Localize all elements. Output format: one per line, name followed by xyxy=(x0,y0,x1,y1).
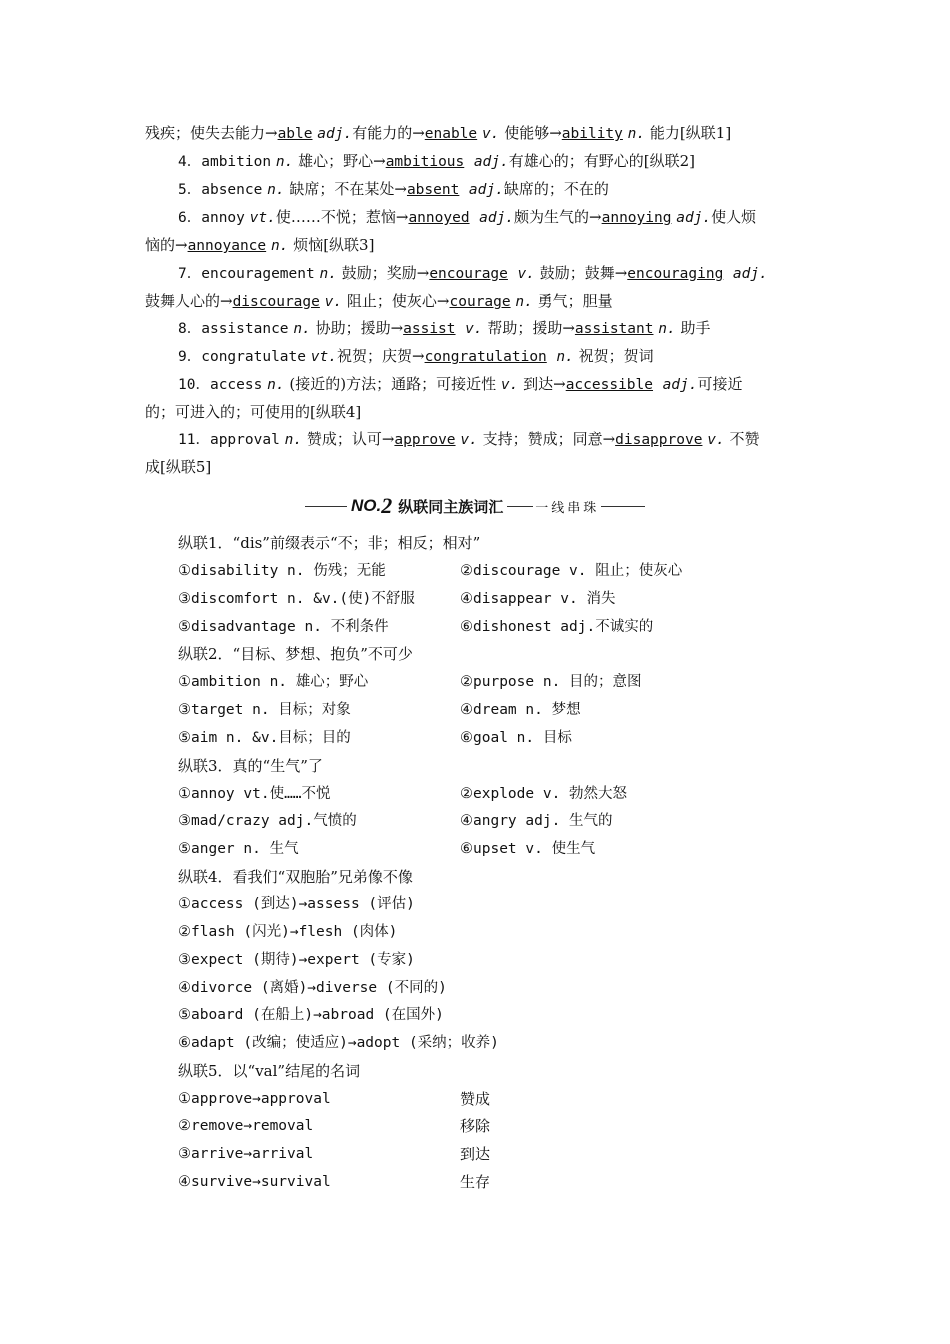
pos-tag: n. xyxy=(319,266,337,282)
pos-tag: adj. xyxy=(732,266,768,282)
text: 有能力的→ xyxy=(352,124,425,142)
text: 祝贺；贺词 xyxy=(578,347,654,365)
pos-tag: n. xyxy=(284,432,303,448)
pos-tag: vt. xyxy=(310,349,337,365)
heading-rule-right xyxy=(601,506,645,507)
answer-word: annoyance xyxy=(187,238,267,254)
group-heading: 纵联2．“目标、梦想、抱负”不可少 xyxy=(178,645,413,663)
word-entry: ③discomfort n. &v.(使)不舒服 xyxy=(178,591,415,607)
section-prefix: NO. xyxy=(351,496,382,515)
vocab-line xyxy=(178,263,843,284)
text: 赞成；认可→ xyxy=(306,430,395,448)
answer-word: congratulation xyxy=(424,349,547,365)
pos-tag: n. xyxy=(275,154,294,170)
word-pair: ③expect (期待)→expert (专家) xyxy=(178,952,415,968)
pos-tag: adj. xyxy=(473,154,509,170)
text: 使……不悦；惹恼→ xyxy=(275,208,409,226)
pos-tag: n. xyxy=(267,377,285,393)
pos-tag: n. xyxy=(658,321,676,337)
answer-word: annoyed xyxy=(408,210,470,226)
vocab-line xyxy=(145,123,810,144)
word-meaning: 到达 xyxy=(460,1145,491,1163)
text: 祝贺；庆贺→ xyxy=(336,347,425,365)
word-pair: ①access (到达)→assess (评估) xyxy=(178,896,415,912)
text: 勇气；胆量 xyxy=(537,292,613,310)
pos-tag: n. xyxy=(267,182,285,198)
word-entry: ⑤disadvantage n. 不利条件 xyxy=(178,619,389,635)
vocab-line xyxy=(178,346,843,367)
word-pair: ⑤aboard (在船上)→abroad (在国外) xyxy=(178,1007,444,1023)
answer-word: annoying xyxy=(601,210,672,226)
heading-rule-mid xyxy=(507,506,533,507)
text: 恼的→ xyxy=(145,236,188,254)
word-entry: ②discourage v. 阻止；使灰心 xyxy=(460,563,683,579)
text: (接近的)方法；通路；可接近性 xyxy=(289,375,497,393)
text: 到达→ xyxy=(523,375,566,393)
answer-word: assist xyxy=(403,321,456,337)
word-entry: ①ambition n. 雄心；野心 xyxy=(178,674,369,690)
answer-word: encouraging xyxy=(627,266,724,282)
word-entry: ④disappear v. 消失 xyxy=(460,591,616,607)
group-heading: 纵联3．真的“生气”了 xyxy=(178,757,323,775)
text: 缺席的；不在的 xyxy=(503,180,609,198)
section-number: 2 xyxy=(381,493,393,518)
pos-tag: vt. xyxy=(249,210,276,226)
vocab-line xyxy=(178,429,810,450)
pos-tag: adj. xyxy=(676,210,712,226)
pos-tag: v. xyxy=(500,377,519,393)
word-entry: ③target n. 目标；对象 xyxy=(178,702,351,718)
word-entry: ②purpose n. 目的；意图 xyxy=(460,674,642,690)
word-pair: ⑥adapt (改编；使适应)→adopt (采纳；收养) xyxy=(178,1035,499,1051)
answer-word: encourage xyxy=(429,266,508,282)
pos-tag: n. xyxy=(293,321,311,337)
text: 使人烦 xyxy=(711,208,757,226)
text: 的；可进入的；可使用的[纵联4] xyxy=(145,403,362,421)
text: 有雄心的；有野心的[纵联2] xyxy=(508,152,695,170)
text: 助手 xyxy=(680,319,711,337)
answer-word: ability xyxy=(561,126,623,142)
word-entry: ④dream n. 梦想 xyxy=(460,702,581,718)
headword: 6．annoy xyxy=(178,210,245,226)
word-entry: ⑥dishonest adj.不诚实的 xyxy=(460,619,654,635)
headword: 8．assistance xyxy=(178,321,289,337)
text: 支持；赞成；同意→ xyxy=(482,430,616,448)
text: 鼓励；鼓舞→ xyxy=(539,264,628,282)
text: 协助；援助→ xyxy=(315,319,404,337)
text: 烦恼[纵联3] xyxy=(293,236,375,254)
word-entry: ④angry adj. 生气的 xyxy=(460,813,613,829)
word-entry: ②explode v. 勃然大怒 xyxy=(460,786,628,802)
word-meaning: 移除 xyxy=(460,1117,491,1135)
answer-word: accessible xyxy=(565,377,654,393)
word-entry: ⑥goal n. 目标 xyxy=(460,730,572,746)
answer-word: courage xyxy=(449,294,511,310)
vocab-line xyxy=(145,402,810,422)
section-title: 纵联同主族词汇 xyxy=(398,497,504,516)
text: 鼓舞人心的→ xyxy=(145,292,233,310)
word-meaning: 生存 xyxy=(460,1173,491,1191)
section-heading xyxy=(305,494,680,518)
text: 可接近 xyxy=(697,375,743,393)
pos-tag: v. xyxy=(481,126,500,142)
answer-word: discourage xyxy=(232,294,320,310)
answer-word: absent xyxy=(406,182,460,198)
word-entry: ③arrive→arrival xyxy=(178,1146,314,1162)
pos-tag: adj. xyxy=(468,182,504,198)
text: 颇为生气的→ xyxy=(514,208,602,226)
headword: 10．access xyxy=(178,377,263,393)
group-heading: 纵联5．以“val”结尾的名词 xyxy=(178,1062,361,1080)
word-entry: ①disability n. 伤残；无能 xyxy=(178,563,386,579)
word-entry: ⑤anger n. 生气 xyxy=(178,841,299,857)
group-heading: 纵联4．看我们“双胞胎”兄弟像不像 xyxy=(178,868,413,886)
text: 残疾；使失去能力→ xyxy=(145,124,278,142)
text: 使能够→ xyxy=(504,124,562,142)
pos-tag: n. xyxy=(556,349,574,365)
headword: 11．approval xyxy=(178,432,280,448)
word-entry: ①approve→approval xyxy=(178,1091,331,1107)
word-meaning: 赞成 xyxy=(460,1090,491,1108)
word-entry: ⑥upset v. 使生气 xyxy=(460,841,596,857)
pos-tag: v. xyxy=(517,266,535,282)
word-pair: ②flash (闪光)→flesh (肉体) xyxy=(178,924,398,940)
word-entry: ①annoy vt.使……不悦 xyxy=(178,786,331,802)
text: 鼓励；奖励→ xyxy=(341,264,430,282)
vocab-line xyxy=(178,374,810,395)
pos-tag: v. xyxy=(465,321,483,337)
word-entry: ③mad/crazy adj.气愤的 xyxy=(178,813,357,829)
text: 缺席；不在某处→ xyxy=(289,180,407,198)
text: 雄心；野心→ xyxy=(298,152,386,170)
pos-tag: n. xyxy=(627,126,646,142)
headword: 4．ambition xyxy=(178,154,272,170)
vocab-line xyxy=(178,179,843,200)
answer-word: able xyxy=(277,126,313,142)
word-entry: ⑤aim n. &v.目标；目的 xyxy=(178,730,351,746)
text: 不赞 xyxy=(729,430,760,448)
headword: 5．absence xyxy=(178,182,263,198)
pos-tag: adj. xyxy=(317,126,353,142)
pos-tag: adj. xyxy=(479,210,515,226)
headword: 9．congratulate xyxy=(178,349,306,365)
pos-tag: v. xyxy=(324,294,343,310)
heading-rule-left xyxy=(305,506,347,507)
vocab-line xyxy=(145,457,810,477)
word-entry: ④survive→survival xyxy=(178,1174,331,1190)
text: 帮助；援助→ xyxy=(487,319,575,337)
vocab-line xyxy=(178,318,843,339)
answer-word: assistant xyxy=(574,321,654,337)
answer-word: approve xyxy=(394,432,456,448)
text: 成[纵联5] xyxy=(145,458,212,476)
text: 阻止；使灰心→ xyxy=(346,292,450,310)
vocab-line xyxy=(178,151,843,172)
pos-tag: n. xyxy=(270,238,289,254)
vocab-line xyxy=(178,207,810,228)
word-entry: ②remove→removal xyxy=(178,1118,314,1134)
pos-tag: n. xyxy=(515,294,533,310)
vocab-line xyxy=(145,235,810,256)
headword: 7．encouragement xyxy=(178,266,315,282)
answer-word: ambitious xyxy=(385,154,465,170)
pos-tag: v. xyxy=(707,432,725,448)
group-heading: 纵联1．“dis”前缀表示“不；非；相反；相对” xyxy=(178,534,481,552)
pos-tag: adj. xyxy=(662,377,698,393)
text: 能力[纵联1] xyxy=(649,124,732,142)
pos-tag: v. xyxy=(460,432,478,448)
word-pair: ④divorce (离婚)→diverse (不同的) xyxy=(178,980,447,996)
vocab-line xyxy=(145,291,810,312)
answer-word: enable xyxy=(424,126,478,142)
section-subtitle: 一线串珠 xyxy=(535,500,600,516)
answer-word: disapprove xyxy=(615,432,703,448)
